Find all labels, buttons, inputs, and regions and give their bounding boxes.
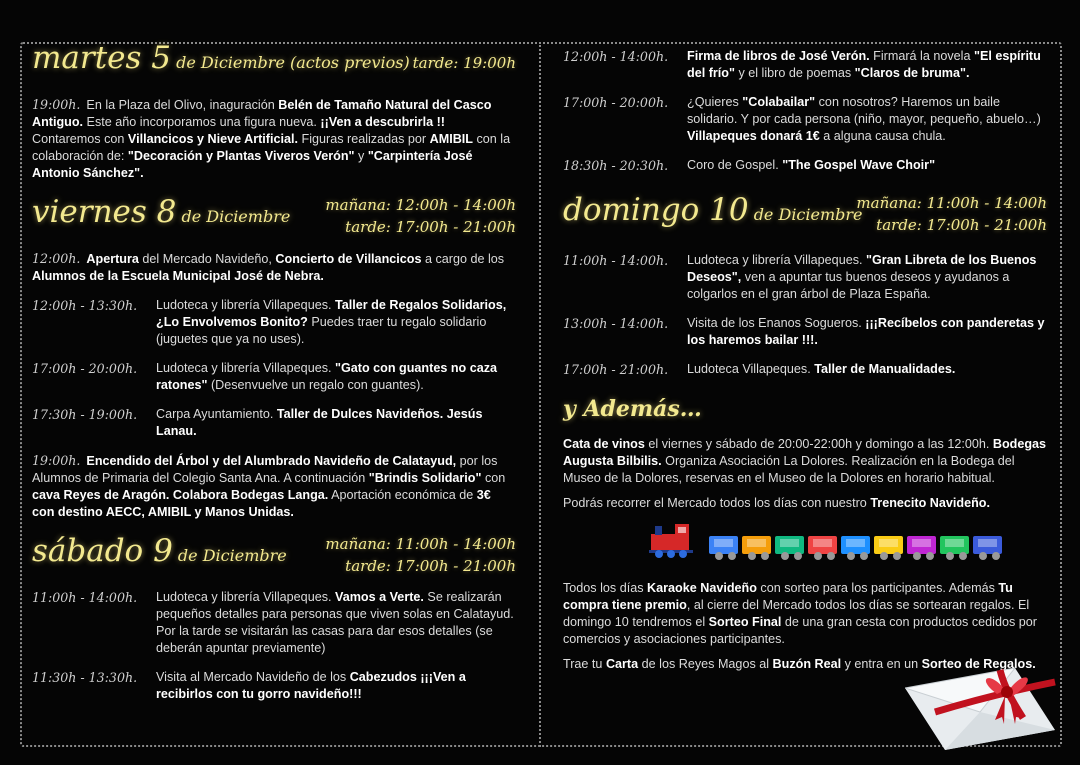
schedule-entry xyxy=(563,361,1047,378)
entry-time: 17:30h - 19:00h. xyxy=(32,407,138,422)
entry-time: 12:00h - 14:00h. xyxy=(563,49,669,64)
info-paragraph xyxy=(563,495,1047,512)
body-text: ¿Quieres xyxy=(687,95,743,109)
highlight-text: Cata de vinos xyxy=(563,437,645,451)
train-wagon xyxy=(940,536,969,554)
highlight-text: Cabezudos ¡¡¡Ven a recibirlos con tu gorro navideño!!! xyxy=(156,670,466,701)
entry-time: 17:00h - 20:00h. xyxy=(32,361,138,376)
train-wagon xyxy=(775,536,804,554)
wagon-wheel xyxy=(794,552,802,560)
envelope-icon xyxy=(905,660,1065,750)
body-text: y el libro de poemas xyxy=(734,66,855,80)
wagon-wheel xyxy=(893,552,901,560)
train-wagon xyxy=(808,536,837,554)
column-divider xyxy=(539,42,541,747)
body-text: con nosotros? Haremos un baile solidario. Y por cada persona (niño, mayor, pequeño, abuelo…) xyxy=(687,95,1041,126)
train-wagon xyxy=(907,536,936,554)
entries-sabado xyxy=(32,589,516,703)
schedule-entry xyxy=(32,589,516,657)
body-text: Ludoteca y librería Villapeques. xyxy=(156,298,335,312)
entry-time: 19:00h. xyxy=(32,97,81,112)
body-text: con la colaboración de: xyxy=(32,132,511,163)
highlight-text: Villapeques donará 1€ xyxy=(687,129,820,143)
body-text: con sorteo para los participantes. Además xyxy=(756,581,999,595)
body-text: Visita al Mercado Navideño de los xyxy=(156,670,350,684)
entry-time: 18:30h - 20:30h. xyxy=(563,158,669,173)
day-name: sábado 9 xyxy=(32,533,173,569)
body-text: Aportación económica de xyxy=(328,488,477,502)
day-month: de Diciembre xyxy=(181,207,291,226)
entries-viernes xyxy=(32,250,516,521)
wagon-wheel xyxy=(847,552,855,560)
entries-martes xyxy=(32,96,516,182)
schedule-entry xyxy=(563,48,1047,82)
body-text: el viernes y sábado de 20:00-22:00h y domingo a las 12:00h. xyxy=(644,437,993,451)
body-text: ven a apuntar tus buenos deseos y ayudanos a colgarlos en el gran árbol de Plaza España. xyxy=(687,270,1010,301)
body-text: Organiza Asociación La Dolores. Realización en la Bodega del Museo de la Dolores, reservas en el Museo de la Dolores en horario habitual. xyxy=(563,454,1015,485)
schedule-entry xyxy=(32,452,516,521)
train-icon xyxy=(647,522,1047,562)
day-month: de Diciembre xyxy=(177,546,287,565)
entry-time: 11:30h - 13:30h. xyxy=(32,670,138,685)
highlight-text: cava Reyes de Aragón. Colabora Bodegas Langa. xyxy=(32,488,329,502)
time-range-morning: mañana: 11:00h - 14:00h xyxy=(856,194,1047,212)
train-wagon xyxy=(841,536,870,554)
wagon-wheel xyxy=(926,552,934,560)
day-header-martes xyxy=(32,40,516,80)
day-month: de Diciembre xyxy=(753,205,863,224)
body-text: Podrás recorrer el Mercado todos los días con nuestro xyxy=(563,496,871,510)
highlight-text: Taller de Manualidades. xyxy=(814,362,956,376)
schedule-entry xyxy=(32,669,516,703)
time-range-morning: mañana: 12:00h - 14:00h xyxy=(325,196,516,214)
ademas-title: y Además… xyxy=(563,396,702,422)
wagon-wheel xyxy=(860,552,868,560)
highlight-text: Concierto de Villancicos xyxy=(275,252,422,266)
body-text: Puedes traer tu regalo solidario (juguetes que ya no uses). xyxy=(156,315,487,346)
body-text: Ludoteca Villapeques. xyxy=(687,362,815,376)
time-range-afternoon: tarde: 17:00h - 21:00h xyxy=(345,218,516,236)
entry-time: 11:00h - 14:00h. xyxy=(32,590,138,605)
entries-viernes-cont xyxy=(563,48,1047,174)
day-title xyxy=(32,533,287,569)
wagon-wheel xyxy=(761,552,769,560)
body-text: Coro de Gospel. xyxy=(687,158,783,172)
time-range: tarde: 19:00h xyxy=(412,54,516,72)
train-wagon xyxy=(709,536,738,554)
wagon-wheel xyxy=(715,552,723,560)
body-text: Todos los días xyxy=(563,581,648,595)
wagon-wheel xyxy=(959,552,967,560)
schedule-entry xyxy=(32,360,516,394)
day-name: domingo 10 xyxy=(563,192,749,228)
highlight-text: Taller de Dulces Navideños. Jesús Lanau. xyxy=(156,407,483,438)
ademas-paragraphs xyxy=(563,436,1047,512)
body-text: Se realizarán pequeños detalles para personas que viven solas en Calatayud. Por la tarde se visitarán las casas para dar esos detalles (se deberán apuntar previamente) xyxy=(156,590,514,655)
entry-time: 11:00h - 14:00h. xyxy=(563,253,669,268)
highlight-text: 3€ con destino AECC, AMIBIL y Manos Unidas. xyxy=(32,488,491,519)
wagon-wheel xyxy=(979,552,987,560)
schedule-entry xyxy=(32,297,516,348)
entry-time: 13:00h - 14:00h. xyxy=(563,316,669,331)
entry-time: 17:00h - 21:00h. xyxy=(563,362,669,377)
body-text: Figuras realizadas por xyxy=(298,132,430,146)
schedule-entry xyxy=(563,157,1047,174)
body-text: Este año incorporamos una figura nueva. xyxy=(83,115,321,129)
wagon-wheel xyxy=(814,552,822,560)
body-text: con xyxy=(481,471,506,485)
wagon-wheel xyxy=(781,552,789,560)
body-text: Firmará la novela xyxy=(869,49,974,63)
day-times xyxy=(325,194,516,238)
entries-domingo xyxy=(563,252,1047,378)
body-text: , al cierre del Mercado todos los días se sortearan regalos. El domingo 10 tendremos el xyxy=(563,598,1030,629)
schedule-entry xyxy=(32,406,516,440)
highlight-text: "Gran Libreta de los Buenos Deseos", xyxy=(687,253,1037,284)
day-header-sabado xyxy=(32,533,516,573)
body-text: de una gran cesta con productos cedidos por comercios y asociaciones participantes. xyxy=(563,615,1037,646)
highlight-text: Sorteo de Regalos. xyxy=(921,657,1036,671)
day-title xyxy=(32,194,290,230)
highlight-text: "Decoración y Plantas Viveros Verón" xyxy=(127,149,355,163)
highlight-text: "The Gospel Wave Choir" xyxy=(782,158,936,172)
body-text: (Desenvuelve un regalo con guantes). xyxy=(207,378,424,392)
body-text: En la Plaza del Olivo, inaguración xyxy=(86,98,279,112)
body-text: Ludoteca y librería Villapeques. xyxy=(156,361,335,375)
body-text: Trae tu xyxy=(563,657,606,671)
info-paragraph xyxy=(563,436,1047,487)
day-times xyxy=(413,52,516,74)
day-header-viernes xyxy=(32,194,516,234)
day-header-domingo xyxy=(563,192,1047,236)
day-name: martes 5 xyxy=(32,40,171,76)
highlight-text: AMIBIL xyxy=(429,132,473,146)
highlight-text: Trenecito Navideño. xyxy=(870,496,990,510)
train-wagon xyxy=(742,536,771,554)
schedule-entry xyxy=(563,252,1047,303)
left-column xyxy=(32,40,516,715)
body-text: por los Alumnos de Primaria del Colegio Santa Ana. A continuación xyxy=(32,454,498,485)
entry-time: 12:00h - 13:30h. xyxy=(32,298,138,313)
locomotive-icon xyxy=(647,522,705,558)
body-text: a cargo de los xyxy=(421,252,505,266)
highlight-text: Carta xyxy=(605,657,639,671)
day-month: de Diciembre (actos previos) xyxy=(176,53,410,72)
wagon-wheel xyxy=(913,552,921,560)
info-paragraph xyxy=(563,580,1047,648)
train-wagon xyxy=(973,536,1002,554)
body-text: Contaremos con xyxy=(32,132,128,146)
highlight-text: "Gato con guantes no caza ratones" xyxy=(156,361,498,392)
schedule-entry xyxy=(32,250,516,285)
highlight-text: Tu compra tiene premio xyxy=(563,581,1013,612)
entry-time: 17:00h - 20:00h. xyxy=(563,95,669,110)
body-text: de los Reyes Magos al xyxy=(638,657,773,671)
body-text: Visita de los Enanos Sogueros. xyxy=(687,316,866,330)
body-text: a alguna causa chula. xyxy=(819,129,946,143)
wagon-wheel xyxy=(728,552,736,560)
day-name: viernes 8 xyxy=(32,194,177,230)
highlight-text: Karaoke Navideño xyxy=(647,581,757,595)
highlight-text: Bodegas Augusta Bilbilis. xyxy=(563,437,1047,468)
day-times xyxy=(325,533,516,577)
day-title xyxy=(32,40,410,76)
time-range-afternoon: tarde: 17:00h - 21:00h xyxy=(876,216,1047,234)
wagon-wheel xyxy=(992,552,1000,560)
highlight-text: "Colabailar" xyxy=(742,95,816,109)
body-text: y xyxy=(354,149,368,163)
highlight-text: Encendido del Árbol y del Alumbrado Navideño de Calatayud, xyxy=(86,454,457,468)
body-text: Carpa Ayuntamiento. xyxy=(156,407,277,421)
wagon-wheel xyxy=(880,552,888,560)
day-title xyxy=(563,192,863,228)
highlight-text: Vamos a Verte. xyxy=(335,590,424,604)
wagon-wheel xyxy=(748,552,756,560)
body-text: y entra en un xyxy=(841,657,922,671)
highlight-text: Villancicos y Nieve Artificial. xyxy=(127,132,299,146)
wagon-wheel xyxy=(946,552,954,560)
body-text: Ludoteca y librería Villapeques. xyxy=(687,253,866,267)
day-times xyxy=(856,192,1047,236)
highlight-text: "El espíritu del frío" xyxy=(687,49,1041,80)
highlight-text: "Claros de bruma". xyxy=(854,66,970,80)
entry-time: 19:00h. xyxy=(32,453,81,468)
highlight-text: ¡¡Ven a descubrirla !! xyxy=(320,115,445,129)
highlight-text: "Brindis Solidario" xyxy=(368,471,482,485)
body-text: del Mercado Navideño, xyxy=(138,252,276,266)
train-wagon xyxy=(874,536,903,554)
schedule-entry xyxy=(563,94,1047,145)
schedule-entry xyxy=(32,96,516,182)
highlight-text: "Carpintería José Antonio Sánchez". xyxy=(32,149,473,180)
highlight-text: Belén de Tamaño Natural del Casco Antiguo. xyxy=(32,98,492,129)
highlight-text: ¡¡¡Recíbelos con panderetas y los haremos bailar !!!. xyxy=(687,316,1045,347)
time-range-afternoon: tarde: 17:00h - 21:00h xyxy=(345,557,516,575)
right-column xyxy=(563,48,1047,681)
highlight-text: Buzón Real xyxy=(772,657,842,671)
highlight-text: Apertura xyxy=(86,252,139,266)
wagon-wheel xyxy=(827,552,835,560)
body-text: Ludoteca y librería Villapeques. xyxy=(156,590,335,604)
highlight-text: Taller de Regalos Solidarios, ¿Lo Envolvemos Bonito? xyxy=(156,298,507,329)
highlight-text: Firma de libros de José Verón. xyxy=(687,49,870,63)
highlight-text: Sorteo Final xyxy=(708,615,782,629)
schedule-entry xyxy=(563,315,1047,349)
entry-time: 12:00h. xyxy=(32,251,81,266)
highlight-text: Alumnos de la Escuela Municipal José de Nebra. xyxy=(32,269,324,283)
time-range-morning: mañana: 11:00h - 14:00h xyxy=(325,535,516,553)
